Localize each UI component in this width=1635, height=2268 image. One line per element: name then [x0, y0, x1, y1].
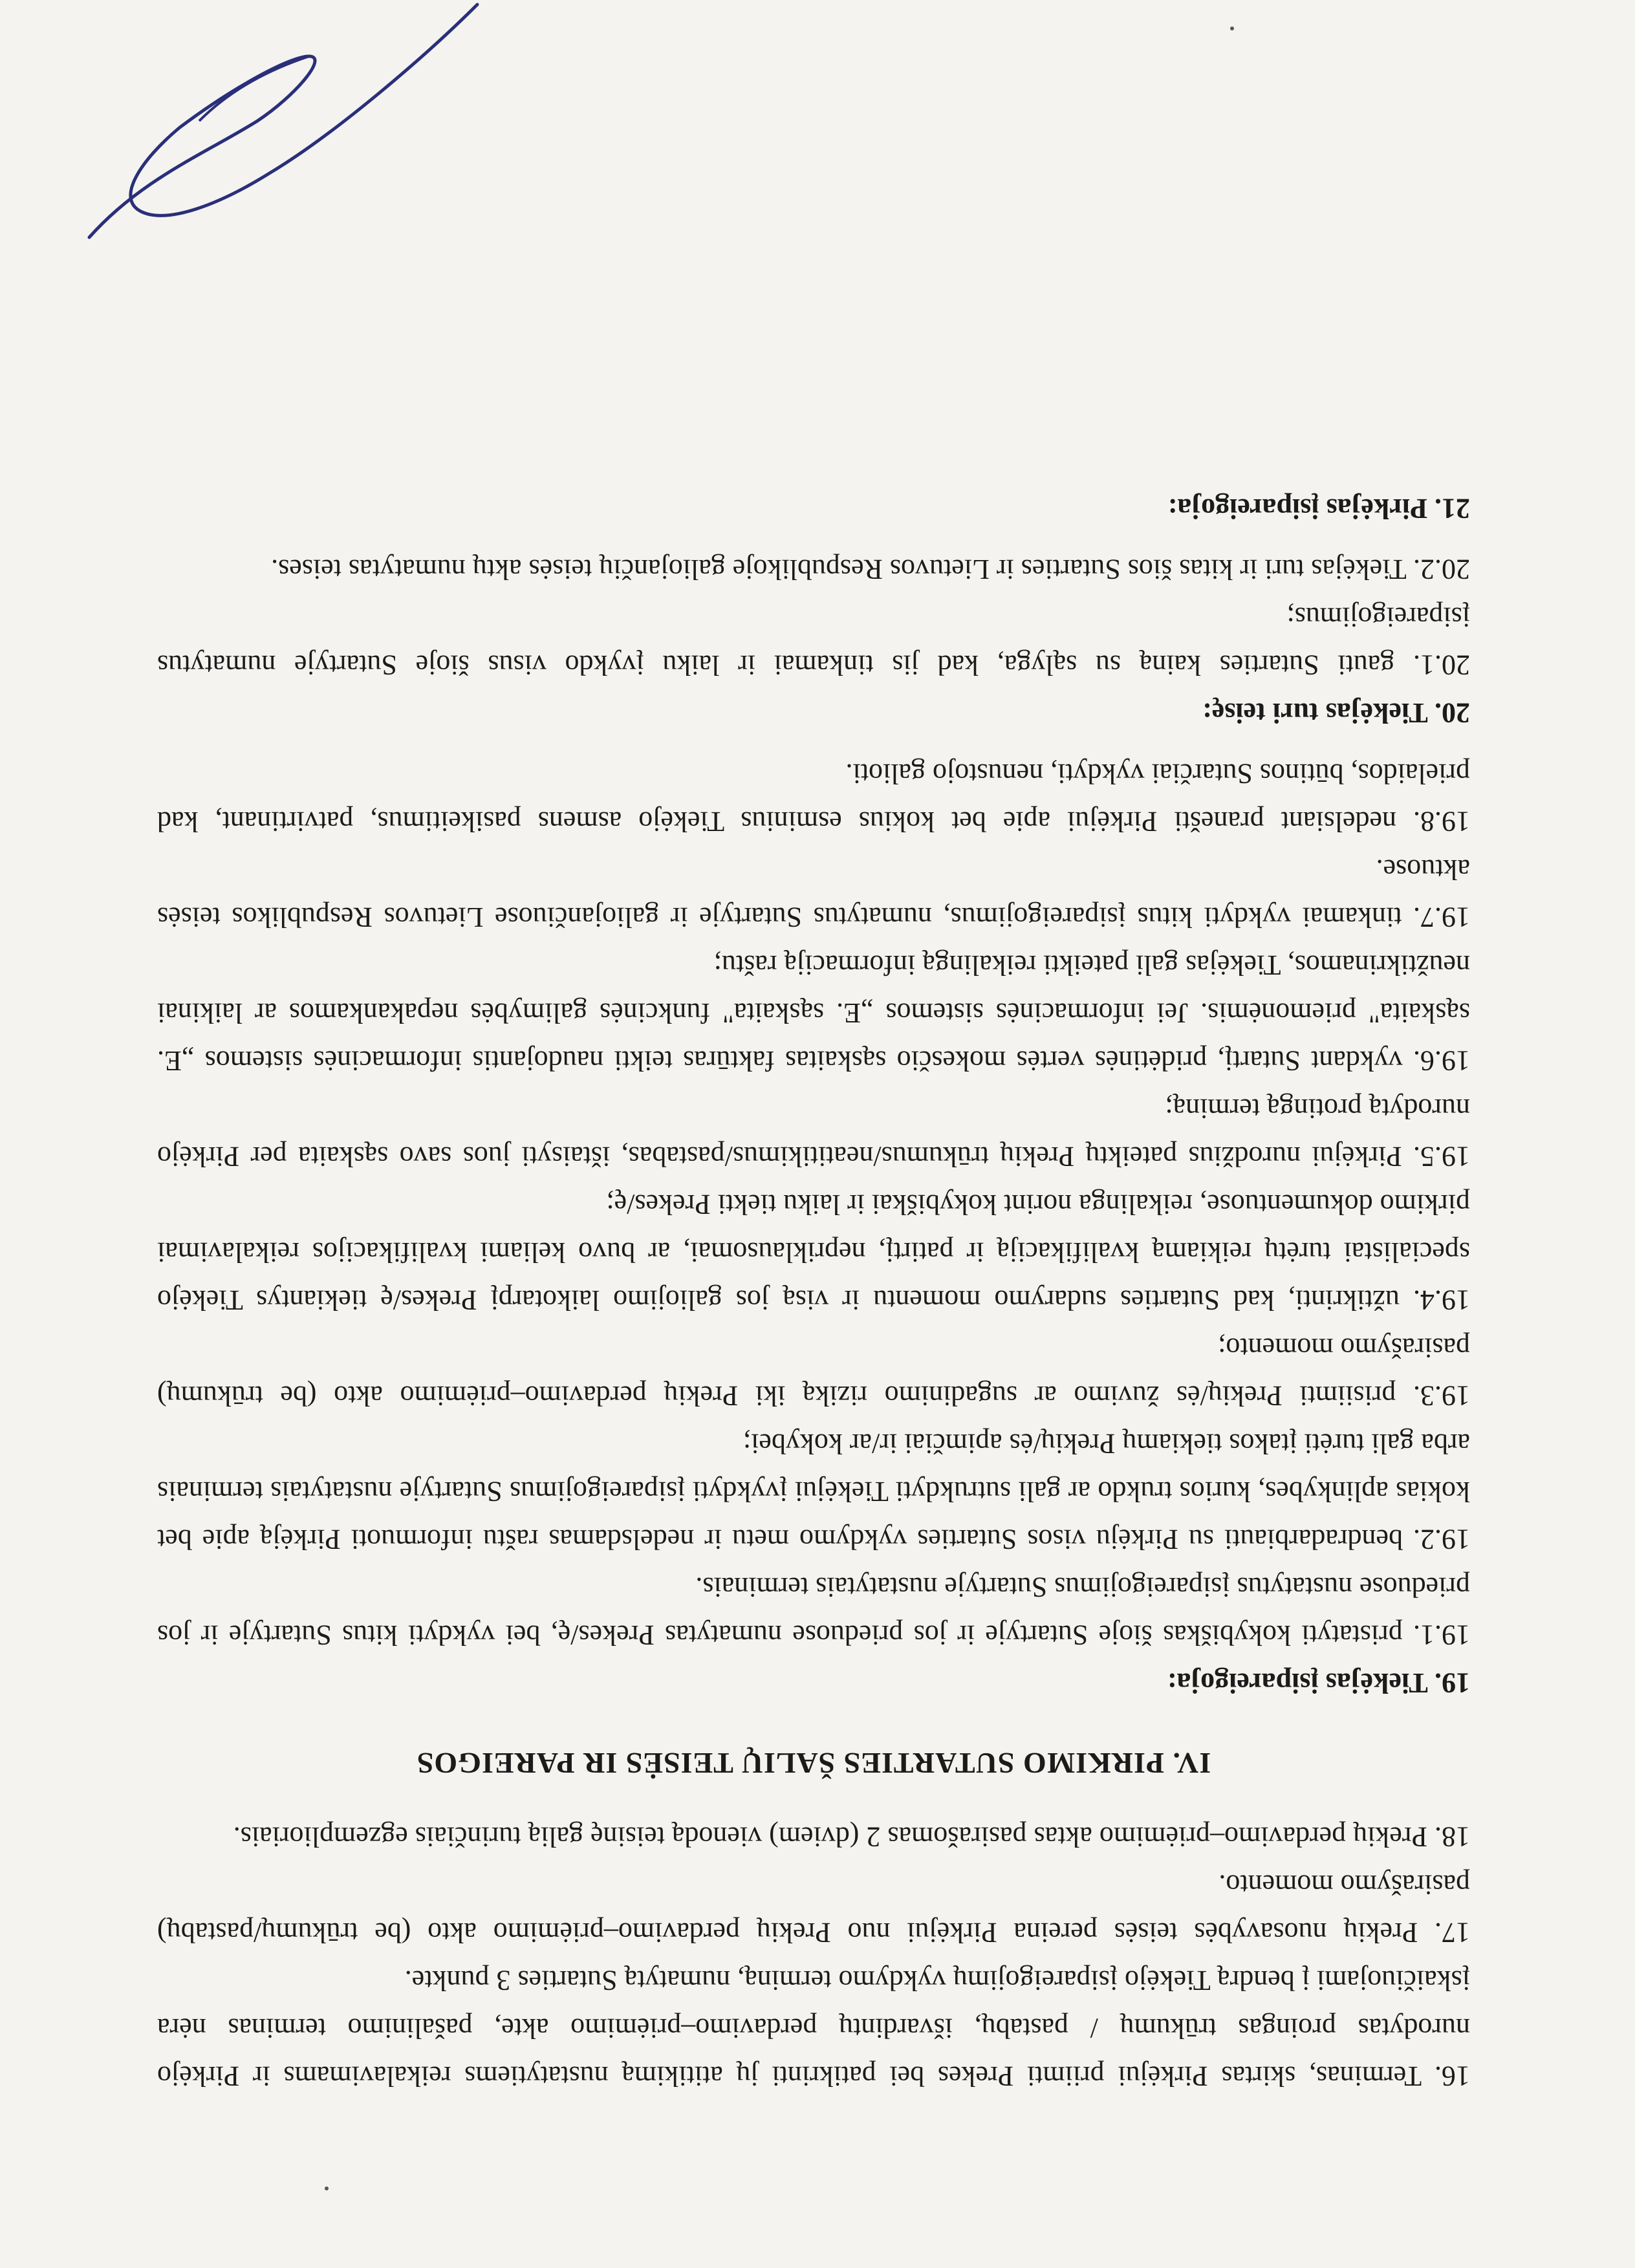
section-20-heading: 20. Tiekėjas turi teisę: [1202, 697, 1470, 729]
item-16: 16. Terminas, skirtas Pirkėjui priimti Prekes bei patikrinti jų atitikimą nustatytiems reikalavimams ir Pirkėjo nurodytas proingas trūkumų / pastabų, išvardintų perdavimo–priėmimo akte, pašalinimo terminas nėra įskaičiuojami į bendrą Tiekėjo įsipareigojimų vykdymo terminą, numatytą Sutarties 3 punkte. [157, 1965, 1470, 2092]
item-19-2: 19.2. bendradarbiauti su Pirkėju visos Sutarties vykdymo metu ir nedelsdamas raštu informuoti Pirkėją apie bet kokias aplinkybes, kurios trukdo ar gali sutrukdyti Tiekėjui įvykdyti įsipareigojimus Sutartyje nustatytais terminais arba gali turėti įtakos tiekiamų Prekių/ės apimčiai ir/ar kokybei; [157, 1428, 1470, 1555]
item-19-3: 19.3. prisiimti Prekių/ės žuvimo ar sugadinimo riziką iki Prekių perdavimo–priėmimo akto (be trūkumų) pasirašymo momento; [157, 1332, 1470, 1412]
item-19-4: 19.4. užtikrinti, kad Sutarties sudarymo momentu ir visą jos galiojimo laikotarpį Prekes/ę tiekiantys Tiekėjo specialistai turėtų reikiamą kvalifikaciją ir patirtį, nepriklausomai, ar buvo keliami kvalifikacijos reikalavimai pirkimo dokumentuose, reikalinga norint kokybiškai ir laiku tiekti Prekes/ę; [157, 1189, 1470, 1316]
item-19-1: 19.1. pristatyti kokybiškas šioje Sutartyje ir jos prieduose numatytas Prekes/ę, bei vykdyti kitus Sutartyje ir jos prieduose nustatytus įsipareigojimus Sutartyje nustatytais terminais. [157, 1571, 1470, 1651]
item-19-5: 19.5. Pirkėjui nurodžius pateiktų Prekių trūkumus/neatitikimus/pastabas, ištaisyti juos savo sąskaita per Pirkėjo nurodytą protingą terminą; [157, 1093, 1470, 1172]
item-17: 17. Prekių nuosavybės teisės pereina Pirkėjui nuo Prekių perdavimo–priėmimo akto (be trūkumų/pastabų) pasirašymo momento. [157, 1869, 1470, 1949]
document-body [157, 484, 1470, 2100]
scan-speck [1230, 27, 1234, 30]
item-20-1: 20.1. gauti Sutarties kainą su sąlyga, kad jis tinkamai ir laiku įvykdo visus šioje Sutartyje numatytus įsipareigojimus; [157, 601, 1470, 681]
section-4-title: IV. PIRKIMO SUTARTIES ŠALIŲ TEISĖS IR PAREIGOS [416, 1747, 1211, 1780]
item-20-2: 20.2. Tiekėjas turi ir kitas šios Sutarties ir Lietuvos Respublikoje galiojančių teisės aktų numatytas teises. [271, 554, 1470, 585]
item-19-7: 19.7. tinkamai vykdyti kitus įsipareigojimus, numatytus Sutartyje ir galiojančiuose Lietuvos Respublikos teisės aktuose. [157, 854, 1470, 933]
section-19-heading: 19. Tiekėjas įsipareigoja: [1167, 1667, 1470, 1699]
item-18: 18. Prekių perdavimo–priėmimo aktas pasirašomas 2 (dviem) vienodą teisinę galią turinčiais egzemplioriais. [233, 1821, 1470, 1853]
item-19-8: 19.8. nedelsiant pranešti Pirkėjui apie bet kokius esminius Tiekėjo asmens pasikeitimus, patvirtinant, kad prielaidos, būtinos Sutarčiai vykdyti, nenustojo galioti. [157, 758, 1470, 837]
section-21-heading: 21. Pirkėjas įsipareigoja: [1167, 493, 1470, 524]
scan-speck [325, 2187, 329, 2190]
signature-icon [50, 0, 503, 250]
item-19-6: 19.6. vykdant Sutartį, pridėtinės vertės mokesčio sąskaitas faktūras teikti naudojantis informacinės sistemos „E. sąskaita" priemonėmis. Jei informacinės sistemos „E. sąskaita" funkcinės galimybės nepakankamos ar laikinai neužtikrinamos, Tiekėjas gali pateikti reikalingą informaciją raštu; [157, 949, 1470, 1077]
